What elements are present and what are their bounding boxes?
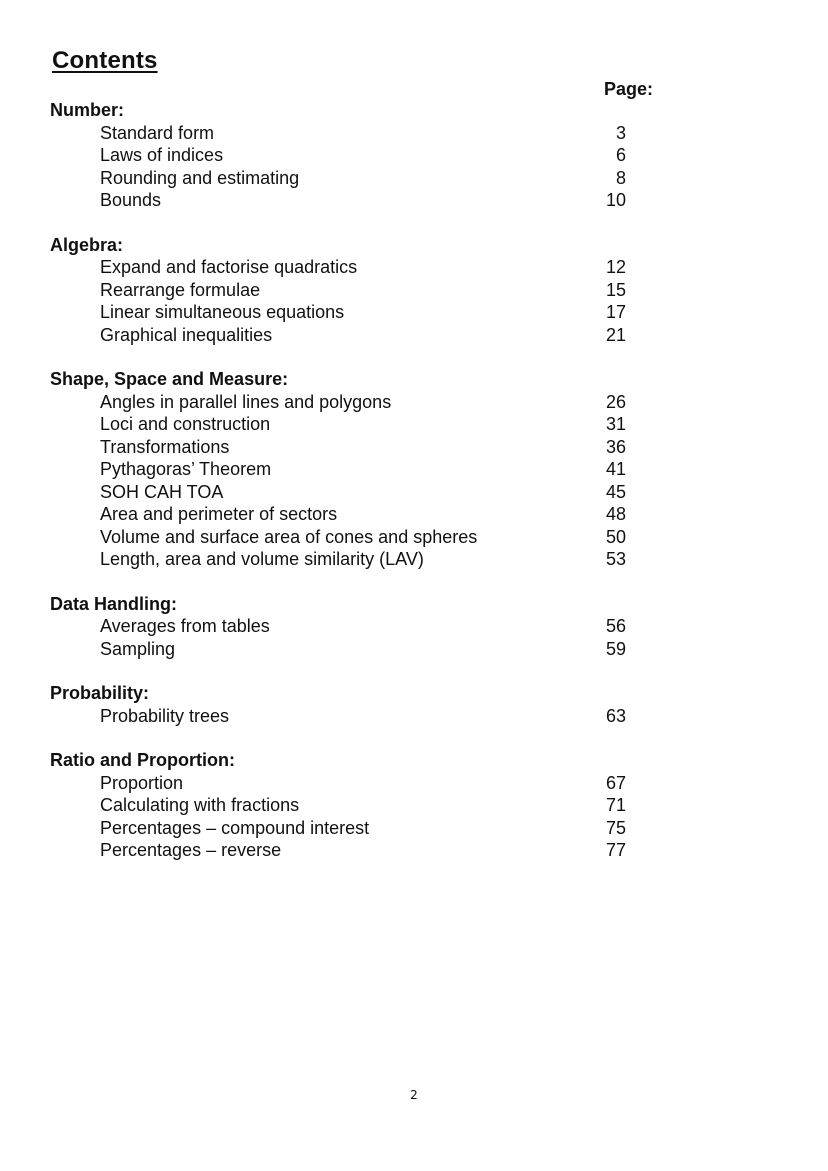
toc-entry bbox=[50, 256, 790, 279]
toc-entry-title: Bounds bbox=[100, 190, 162, 210]
section-title: Probability: bbox=[50, 683, 150, 703]
toc-entry bbox=[50, 391, 790, 414]
toc-entry bbox=[50, 481, 790, 504]
toc-entry-title: Calculating with fractions bbox=[100, 795, 300, 815]
toc-entry-title: Transformations bbox=[100, 436, 230, 457]
toc-entry-page: 59 bbox=[605, 638, 626, 659]
toc-entry-page: 12 bbox=[605, 257, 626, 277]
page-column-header: Page: bbox=[604, 79, 654, 99]
toc-entry-title: Proportion bbox=[100, 772, 184, 793]
toc-entry bbox=[50, 817, 790, 840]
toc-entry bbox=[50, 526, 790, 549]
toc-entry-title: Rounding and estimating bbox=[100, 167, 300, 188]
toc-entry bbox=[50, 705, 790, 728]
toc-entry-title: Pythagoras’ Theorem bbox=[100, 459, 272, 479]
toc-section bbox=[50, 749, 790, 862]
toc-entry-title: Graphical inequalities bbox=[100, 324, 273, 345]
toc-entry-page: 31 bbox=[605, 414, 626, 434]
toc-entry-page: 48 bbox=[605, 504, 626, 524]
toc-entry-page: 26 bbox=[605, 391, 626, 412]
page-title: Contents bbox=[52, 47, 158, 74]
toc-entry-page: 50 bbox=[605, 526, 626, 547]
section-title: Algebra: bbox=[50, 234, 124, 255]
toc-entry-page: 71 bbox=[605, 795, 626, 815]
toc-entry bbox=[50, 279, 790, 302]
toc-entry-page: 77 bbox=[605, 840, 626, 860]
toc-entry-title: Sampling bbox=[100, 638, 176, 659]
toc-section bbox=[50, 99, 790, 212]
toc-section bbox=[50, 682, 790, 727]
toc-entry bbox=[50, 167, 790, 190]
toc-entry-title: Area and perimeter of sectors bbox=[100, 504, 338, 524]
toc-entry-title: Probability trees bbox=[100, 705, 230, 726]
toc-entry bbox=[50, 413, 790, 436]
toc-entry bbox=[50, 458, 790, 481]
toc-entry-title: Laws of indices bbox=[100, 145, 224, 165]
toc-entry bbox=[50, 772, 790, 795]
toc-entry-page: 17 bbox=[605, 302, 626, 322]
toc-entry-title: Volume and surface area of cones and spheres bbox=[100, 526, 478, 547]
toc-entry-page: 45 bbox=[605, 481, 626, 502]
toc-entry-title: Loci and construction bbox=[100, 414, 271, 434]
toc-entry-page: 75 bbox=[605, 817, 626, 838]
footer-page-number: 2 bbox=[410, 1088, 418, 1102]
toc-entry-page: 21 bbox=[605, 324, 626, 345]
toc-entry bbox=[50, 839, 790, 862]
toc-entry-title: Averages from tables bbox=[100, 616, 270, 636]
toc-entry-page: 56 bbox=[605, 616, 626, 636]
toc-entry-page: 36 bbox=[605, 436, 626, 457]
toc-entry bbox=[50, 548, 790, 571]
section-title: Number: bbox=[50, 100, 125, 120]
toc-entry-page: 8 bbox=[615, 167, 626, 188]
toc-entry-page: 67 bbox=[605, 772, 626, 793]
toc-entry-page: 10 bbox=[605, 190, 626, 210]
toc-entry bbox=[50, 144, 790, 167]
toc-entry bbox=[50, 436, 790, 459]
toc-section bbox=[50, 234, 790, 347]
toc-entry-page: 41 bbox=[605, 459, 626, 479]
toc-entry bbox=[50, 794, 790, 817]
toc-entry-page: 53 bbox=[605, 549, 626, 569]
toc-entry-page: 63 bbox=[605, 705, 626, 726]
toc-section bbox=[50, 368, 790, 571]
toc-entry bbox=[50, 503, 790, 526]
toc-entry bbox=[50, 301, 790, 324]
toc-entry bbox=[50, 324, 790, 347]
toc-entry bbox=[50, 189, 790, 212]
toc-entry-title: Length, area and volume similarity (LAV) bbox=[100, 549, 424, 569]
toc-entry-title: SOH CAH TOA bbox=[100, 481, 224, 502]
toc-entry bbox=[50, 638, 790, 661]
section-title: Ratio and Proportion: bbox=[50, 750, 235, 770]
toc-entry-title: Rearrange formulae bbox=[100, 279, 261, 300]
toc-entry-page: 15 bbox=[605, 279, 626, 300]
toc-entry-title: Linear simultaneous equations bbox=[100, 302, 345, 322]
toc-section bbox=[50, 593, 790, 661]
toc-entry bbox=[50, 122, 790, 145]
toc-entry-page: 3 bbox=[615, 122, 626, 143]
toc-entry-page: 6 bbox=[615, 145, 626, 165]
toc-entry-title: Standard form bbox=[100, 122, 215, 143]
section-title: Data Handling: bbox=[50, 593, 178, 614]
toc-entry-title: Percentages – reverse bbox=[100, 840, 282, 860]
toc-entry-title: Percentages – compound interest bbox=[100, 817, 370, 838]
toc-entry bbox=[50, 615, 790, 638]
toc-entry-title: Angles in parallel lines and polygons bbox=[100, 391, 392, 412]
section-title: Shape, Space and Measure: bbox=[50, 369, 289, 389]
toc-entry-title: Expand and factorise quadratics bbox=[100, 257, 358, 277]
table-of-contents bbox=[50, 99, 790, 884]
